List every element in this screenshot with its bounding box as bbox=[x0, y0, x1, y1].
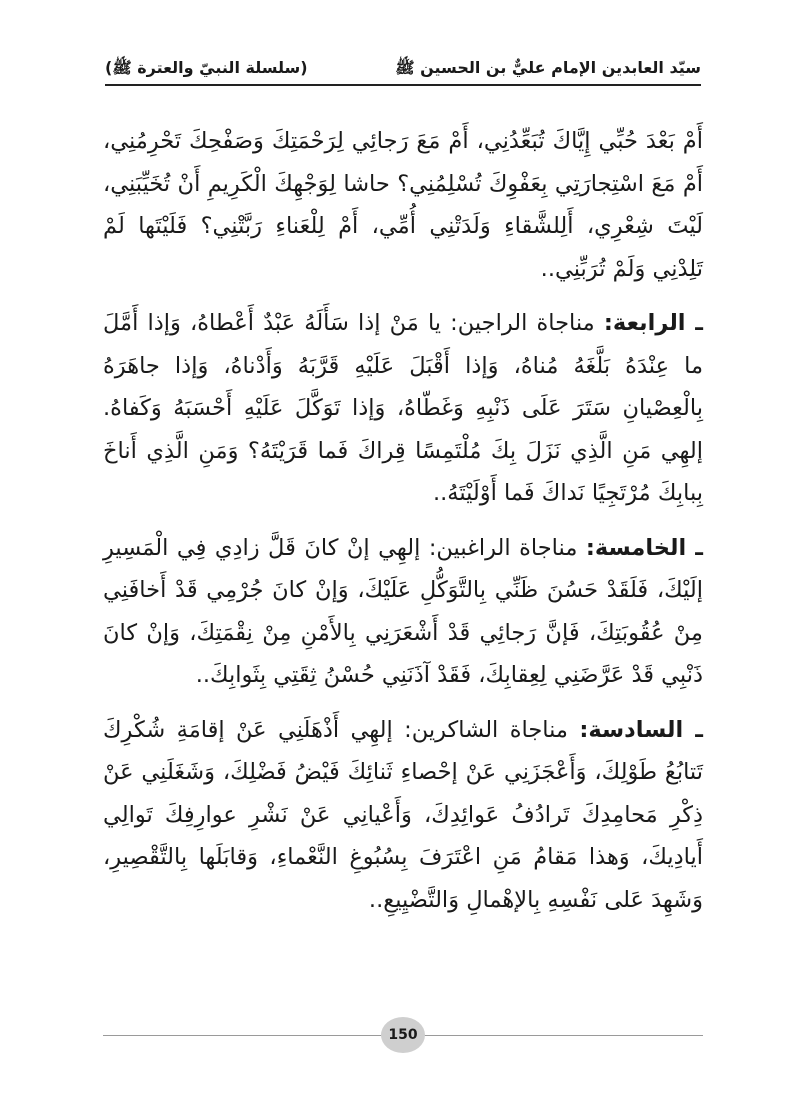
paragraph-text: مناجاة الراغبين: إلهِي إنْ كانَ قَلَّ زادِي فِي الْمَسِيرِ إلَيْكَ، فَلَقَدْ حَسُنَ ظَنِّي بِالتَّوَكُّلِ عَلَيْكَ، وَإنْ كانَ جُرْمِي قَدْ أَخافَنِي مِنْ عُقُوبَتِكَ، فَإنَّ رَجائِي قَدْ أَشْعَرَنِي بِالأَمْنِ مِنْ نِقْمَتِكَ، وَإنْ كانَ ذَنْبِي قَدْ عَرَّضَنِي لِعِقابِكَ، فَقَدْ آذَنَنِي حُسْنُ ثِقَتِي بِثَوابِكَ.. bbox=[103, 534, 703, 688]
section-label-fourth: ـ الرابعة: bbox=[603, 310, 703, 336]
paragraph-sixth-supplication bbox=[103, 709, 703, 922]
paragraph-continuation bbox=[103, 120, 703, 290]
paragraph-text: أَمْ بَعْدَ حُبِّي إِيَّاكَ تُبَعِّدُنِي، أَمْ مَعَ رَجائِي لِرَحْمَتِكَ وَصَفْحِكَ تَحْرِمُنِي، أَمْ مَعَ اسْتِجارَتِي بِعَفْوِكَ تُسْلِمُنِي؟ حاشا لِوَجْهِكَ الْكَرِيمِ أَنْ تُخَيِّبَنِي، لَيْتَ شِعْرِي، أَلِلشَّقاءِ وَلَدَتْنِي أُمِّي، أَمْ لِلْعَناءِ رَبَّتْنِي؟ فَلَيْتَها لَمْ تَلِدْنِي وَلَمْ تُرَبِّنِي.. bbox=[103, 128, 703, 282]
page-footer bbox=[103, 1016, 703, 1056]
header-divider bbox=[105, 84, 701, 86]
section-label-fifth: ـ الخامسة: bbox=[585, 534, 703, 561]
page-body bbox=[103, 120, 703, 933]
book-title: سيّد العابدين الإمام عليٌّ بن الحسين ﷺ bbox=[395, 58, 701, 77]
running-header bbox=[105, 52, 701, 86]
paragraph-text: مناجاة الشاكرين: إلهِي أَذْهَلَنِي عَنْ إقامَةِ شُكْرِكَ تَتابُعُ طَوْلِكَ، وَأَعْجَزَنِي عَنْ إحْصاءِ ثَنائِكَ فَيْضُ فَضْلِكَ، وَشَغَلَنِي عَنْ ذِكْرِ مَحامِدِكَ تَرادُفُ عَوائِدِكَ، وَأَعْيانِي عَنْ نَشْرِ عوارِفِكَ تَوالِي أَيادِيكَ، وَهذا مَقامُ مَنِ اعْتَرَفَ بِسُبُوغِ النَّعْماءِ، وَقابَلَها بِالتَّقْصِيرِ، وَشَهِدَ عَلى نَفْسِهِ بِالإهْمالِ وَالتَّضْيِيعِ.. bbox=[103, 716, 703, 913]
paragraph-fifth-supplication bbox=[103, 527, 703, 697]
paragraph-fourth-supplication bbox=[103, 302, 703, 515]
series-title: (سلسلة النبيّ والعترة ﷺ) bbox=[105, 58, 308, 77]
page-number: 150 bbox=[381, 1017, 425, 1053]
section-label-sixth: ـ السادسة: bbox=[579, 716, 703, 743]
paragraph-text: مناجاة الراجين: يا مَنْ إذا سَأَلَهُ عَبْدٌ أَعْطاهُ، وَإذا أَمَّلَ ما عِنْدَهُ بَلَّغَهُ مُناهُ، وَإذا أَقْبَلَ عَلَيْهِ قَرَّبَهُ وَأَدْناهُ، وَإذا جاهَرَهُ بِالْعِصْيانِ سَتَرَ عَلَى ذَنْبِهِ وَغَطّاهُ، وَإذا تَوَكَّلَ عَلَيْهِ أَحْسَبَهُ وَكَفاهُ. إلهِي مَنِ الَّذِي نَزَلَ بِكَ مُلْتَمِسًا قِراكَ فَما قَرَيْتَهُ؟ وَمَنِ الَّذِي أَناخَ بِبابِكَ مُرْتَجِيًا نَداكَ فَما أَوْلَيْتَهُ.. bbox=[103, 310, 703, 506]
